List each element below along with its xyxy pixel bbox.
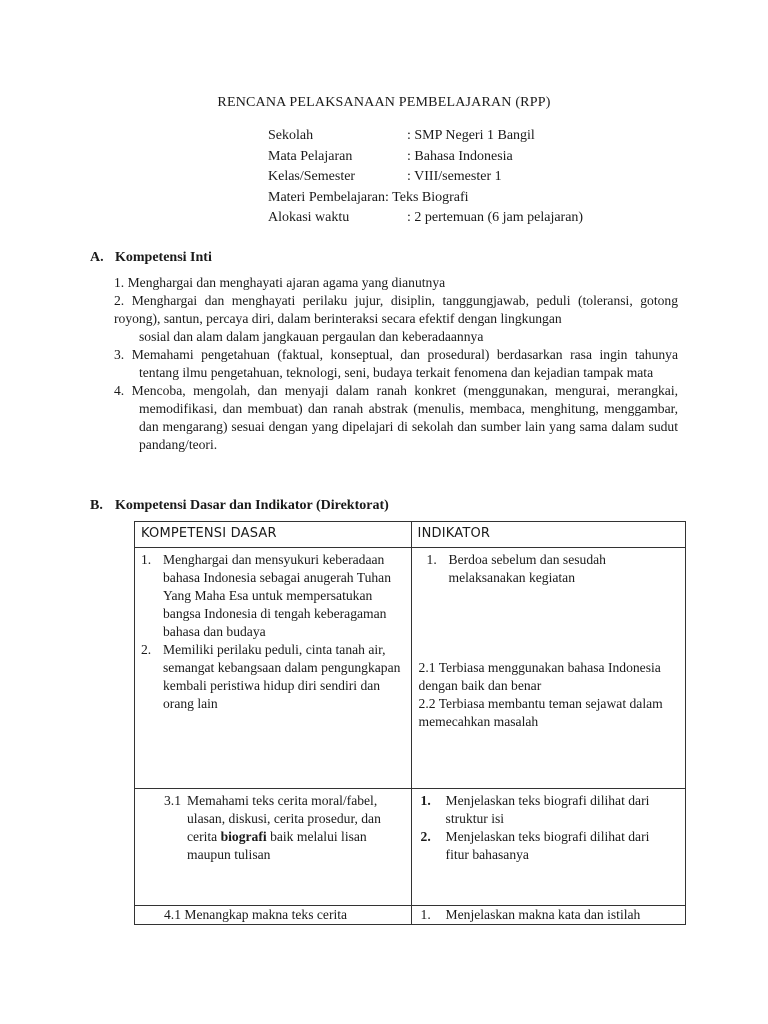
ki-item-1: 1. Menghargai dan menghayati ajaran agama yang dianutnya bbox=[114, 275, 446, 290]
table-header-row bbox=[135, 522, 686, 548]
indicator-2-2: 2.2 Terbiasa membantu teman sejawat dalam memecahkan masalah bbox=[418, 696, 663, 729]
indicator-2-1: 2.1 Terbiasa menggunakan bahasa Indonesia dengan baik dan benar bbox=[418, 660, 661, 693]
item-number: 1. bbox=[426, 552, 437, 567]
identity-row-subject bbox=[268, 149, 583, 170]
section-a-heading bbox=[90, 250, 212, 266]
indikator-cell bbox=[411, 548, 685, 789]
item-text: baik melalui lisan maupun tulisan bbox=[187, 829, 367, 862]
item-text-bold: biografi bbox=[220, 829, 267, 844]
document-title: RENCANA PELAKSANAAN PEMBELAJARAN (RPP) bbox=[217, 95, 551, 110]
identity-value: : Teks Biografi bbox=[385, 189, 469, 205]
kd-list bbox=[135, 548, 411, 713]
section-title: Kompetensi Inti bbox=[115, 250, 212, 265]
section-letter: B. bbox=[90, 498, 103, 513]
kd-text: 4.1 Menangkap makna teks cerita bbox=[164, 907, 348, 922]
identity-label: Sekolah bbox=[268, 128, 314, 143]
section-b-heading bbox=[90, 498, 389, 514]
identity-row-time bbox=[268, 210, 583, 231]
item-number: 2. bbox=[420, 829, 431, 844]
list-item bbox=[135, 789, 411, 864]
ki-item-4: 4. Mencoba, mengolah, dan menyaji dalam ranah konkret (menggunakan, mengurai, merangkai, memodifikasi, dan membuat) dan ranah abstrak (menulis, membaca, menghitung, menggambar, dan mengarang) sesuai dengan yang dipelajari di sekolah dan sumber lain yang sama dalam sudut pandang/teori. bbox=[114, 383, 678, 452]
section-title: Kompetensi Dasar dan Indikator (Direktorat) bbox=[115, 498, 389, 513]
kompetensi-inti-list bbox=[114, 274, 678, 454]
item-text: Memiliki perilaku peduli, cinta tanah air, semangat kebangsaan dalam pengungkapan kembali peristiwa hidup diri sendiri dan orang lain bbox=[163, 642, 401, 711]
table-row bbox=[135, 548, 686, 789]
identity-value: : SMP Negeri 1 Bangil bbox=[407, 128, 535, 143]
list-item bbox=[412, 548, 685, 587]
item-number: 2. bbox=[141, 642, 152, 657]
identity-value: : Bahasa Indonesia bbox=[407, 148, 513, 164]
identity-label: Alokasi waktu bbox=[268, 210, 350, 225]
header-indikator: INDIKATOR bbox=[411, 522, 685, 548]
identity-label: Materi Pembelajaran bbox=[268, 189, 386, 205]
kd-cell bbox=[135, 548, 412, 789]
section-letter: A. bbox=[90, 250, 104, 265]
list-item bbox=[135, 641, 403, 713]
identity-row-material bbox=[268, 190, 583, 211]
identity-value: : 2 pertemuan (6 jam pelajaran) bbox=[407, 210, 584, 225]
list-item bbox=[135, 551, 403, 641]
item-text: Menjelaskan teks biografi dilihat dari struktur isi bbox=[445, 793, 650, 826]
header-kompetensi-dasar: KOMPETENSI DASAR bbox=[135, 522, 412, 548]
kd-cell bbox=[135, 906, 412, 925]
item-number: 1. bbox=[420, 793, 431, 808]
item-number: 1. bbox=[141, 552, 152, 567]
ki-item-2: 2. Menghargai dan menghayati perilaku jujur, disiplin, tanggungjawab, peduli (toleransi, gotong royong), santun, percaya diri, dalam berinteraksi secara efektif dengan lingkungan bbox=[114, 293, 678, 326]
identity-block bbox=[268, 128, 583, 231]
item-text: Memahami teks cerita moral/fabel, ulasan, diskusi, cerita prosedur, dan cerita bbox=[187, 793, 381, 844]
kd-indikator-table bbox=[134, 521, 686, 925]
item-number: 1. bbox=[420, 907, 431, 922]
identity-row-class bbox=[268, 169, 583, 190]
table-row bbox=[135, 906, 686, 925]
kd-cell bbox=[135, 789, 412, 906]
ki-item-3: 3. Memahami pengetahuan (faktual, konseptual, dan prosedural) berdasarkan rasa ingin tahunya tentang ilmu pengetahuan, teknologi, seni, budaya terkait fenomena dan kejadian tampak mata bbox=[114, 347, 678, 380]
table-row bbox=[135, 789, 686, 906]
list-item bbox=[412, 792, 685, 828]
identity-value: : VIII/semester 1 bbox=[407, 169, 502, 184]
item-text: Menghargai dan mensyukuri keberadaan bahasa Indonesia sebagai anugerah Tuhan Yang Maha Esa untuk mempersatukan bangsa Indonesia di tengah keberagaman bahasa dan budaya bbox=[163, 552, 392, 639]
ki-item-2-cont: sosial dan alam dalam jangkauan pergaulan dan keberadaannya bbox=[139, 329, 484, 344]
list-item bbox=[412, 828, 685, 864]
indikator-cell bbox=[411, 789, 685, 906]
indikator-cell bbox=[411, 906, 685, 925]
item-text: Menjelaskan teks biografi dilihat dari fitur bahasanya bbox=[445, 829, 650, 862]
identity-label: Mata Pelajaran bbox=[268, 148, 353, 164]
list-item bbox=[412, 906, 685, 924]
identity-label: Kelas/Semester bbox=[268, 169, 356, 184]
item-text: Berdoa sebelum dan sesudah melaksanakan kegiatan bbox=[448, 552, 606, 585]
indicator-list bbox=[412, 789, 685, 864]
item-text: Menjelaskan makna kata dan istilah bbox=[445, 907, 641, 922]
item-number: 3.1 bbox=[164, 793, 181, 808]
identity-row-school bbox=[268, 128, 583, 149]
